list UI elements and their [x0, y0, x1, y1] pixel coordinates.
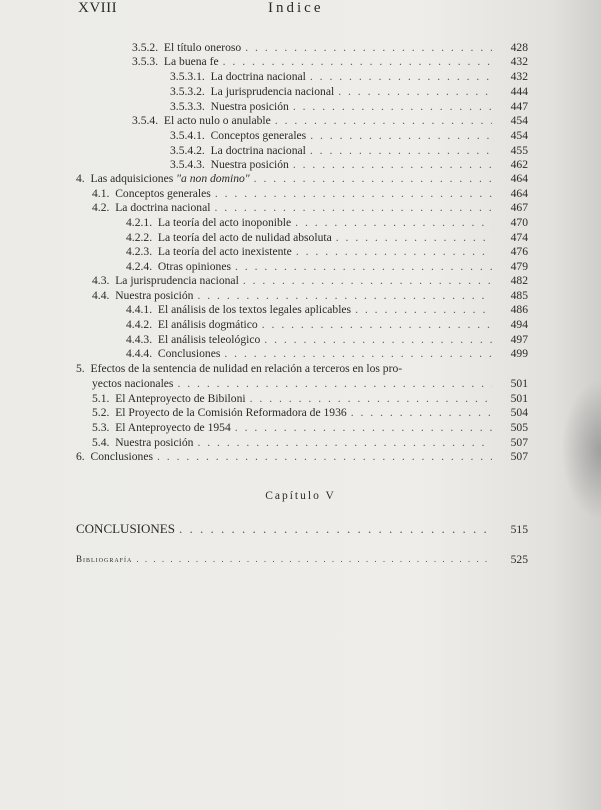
toc-entry: 4.4.4. Conclusiones . . .: [126, 346, 496, 361]
toc-entry: 3.5.4.1. Conceptos generales . . .: [170, 128, 496, 143]
toc-page-number: 462: [510, 158, 528, 171]
toc-entry: 3.5.2. El título oneroso . . .: [132, 40, 496, 55]
toc-page-number: 499: [510, 347, 528, 360]
toc-entry-bibliography: Bibliografía . . .: [76, 552, 496, 567]
toc-page-number: 432: [510, 70, 528, 83]
toc-entry: 3.5.3.1. La doctrina nacional . . .: [170, 69, 496, 84]
toc-entry: 4.1. Conceptos generales . . .: [92, 186, 496, 201]
toc-entry: 3.5.3. La buena fe . . .: [132, 54, 496, 69]
toc-entry: 4.2.4. Otras opiniones . . .: [126, 259, 496, 274]
toc-page-number: 476: [510, 245, 528, 258]
toc-page-number: 455: [510, 144, 528, 157]
toc-entry: 3.5.3.3. Nuestra posición . . .: [170, 99, 496, 114]
toc-page-number: 505: [510, 421, 528, 434]
toc-page-number: 504: [510, 406, 528, 419]
toc-page-number: 494: [510, 318, 528, 331]
toc-entry: 4. Las adquisiciones "a non domino" . . .: [76, 171, 496, 186]
toc-page-number: 497: [510, 333, 528, 346]
toc-entry: 4.4.1. El análisis de los textos legales aplicables . . .: [126, 302, 496, 317]
toc-entry: 4.3. La jurisprudencia nacional . . .: [92, 273, 496, 288]
toc-page-number: 486: [510, 303, 528, 316]
toc-entry: 3.5.4.3. Nuestra posición . . .: [170, 157, 496, 172]
toc-page-number: 464: [510, 172, 528, 185]
toc-page-number: 482: [510, 274, 528, 287]
toc-entry: 3.5.4. El acto nulo o anulable . . .: [132, 113, 496, 128]
toc-page-number: 507: [510, 450, 528, 463]
toc-entry: 6. Conclusiones . . .: [76, 449, 496, 464]
toc-entry-conclusions: CONCLUSIONES . . .: [76, 520, 496, 538]
toc-page-number: 432: [510, 55, 528, 68]
toc-entry: 5.2. El Proyecto de la Comisión Reformadora de 1936 . . .: [92, 405, 496, 420]
toc-entry-line1: 5. Efectos de la sentencia de nulidad en relación a terceros en los pro-: [76, 362, 403, 375]
toc-entry: 4.2.1. La teoría del acto inoponible . . .: [126, 215, 496, 230]
toc-entry: 4.4. Nuestra posición . . .: [92, 288, 496, 303]
toc-page-number: 507: [510, 436, 528, 449]
chapter-heading: Capítulo V: [265, 490, 336, 502]
toc-entry: 5.4. Nuestra posición . . .: [92, 435, 496, 450]
toc-page-number: 515: [510, 523, 528, 536]
toc-entry: 3.5.3.2. La jurisprudencia nacional . . .: [170, 84, 496, 99]
toc-entry: 4.4.3. El análisis teleológico . . .: [126, 332, 496, 347]
toc-page-number: 485: [510, 289, 528, 302]
toc-entry: 4.4.2. El análisis dogmático . . .: [126, 317, 496, 332]
toc-entry: 5.1. El Anteproyecto de Bibiloni . . .: [92, 391, 496, 406]
toc-page-number: 447: [510, 100, 528, 113]
toc-page-number: 501: [510, 392, 528, 405]
toc-entry: 3.5.4.2. La doctrina nacional . . .: [170, 143, 496, 158]
toc-entry: 4.2. La doctrina nacional . . .: [92, 200, 496, 215]
toc-entry: 4.2.2. La teoría del acto de nulidad absoluta . . .: [126, 230, 496, 245]
toc-page-number: 474: [510, 231, 528, 244]
header-page-number: XVIII: [78, 0, 118, 16]
toc-page-number: 479: [510, 260, 528, 273]
toc-page-number: 470: [510, 216, 528, 229]
toc-entry-line2: yectos nacionales . . .: [92, 376, 496, 391]
toc-page-number: 525: [510, 553, 528, 566]
toc-page-number: 444: [510, 85, 528, 98]
toc-page-number: 428: [510, 41, 528, 54]
italic-phrase: "a non domino": [176, 172, 250, 185]
toc-page-number: 464: [510, 187, 528, 200]
toc-page-number: 454: [510, 129, 528, 142]
header-title: Indice: [268, 0, 324, 16]
toc-page-number: 501: [510, 377, 528, 390]
toc-entry: 4.2.3. La teoría del acto inexistente . . .: [126, 244, 496, 259]
toc-page-number: 454: [510, 114, 528, 127]
toc-page-number: 467: [510, 201, 528, 214]
toc-entry: 5.3. El Anteproyecto de 1954 . . .: [92, 420, 496, 435]
